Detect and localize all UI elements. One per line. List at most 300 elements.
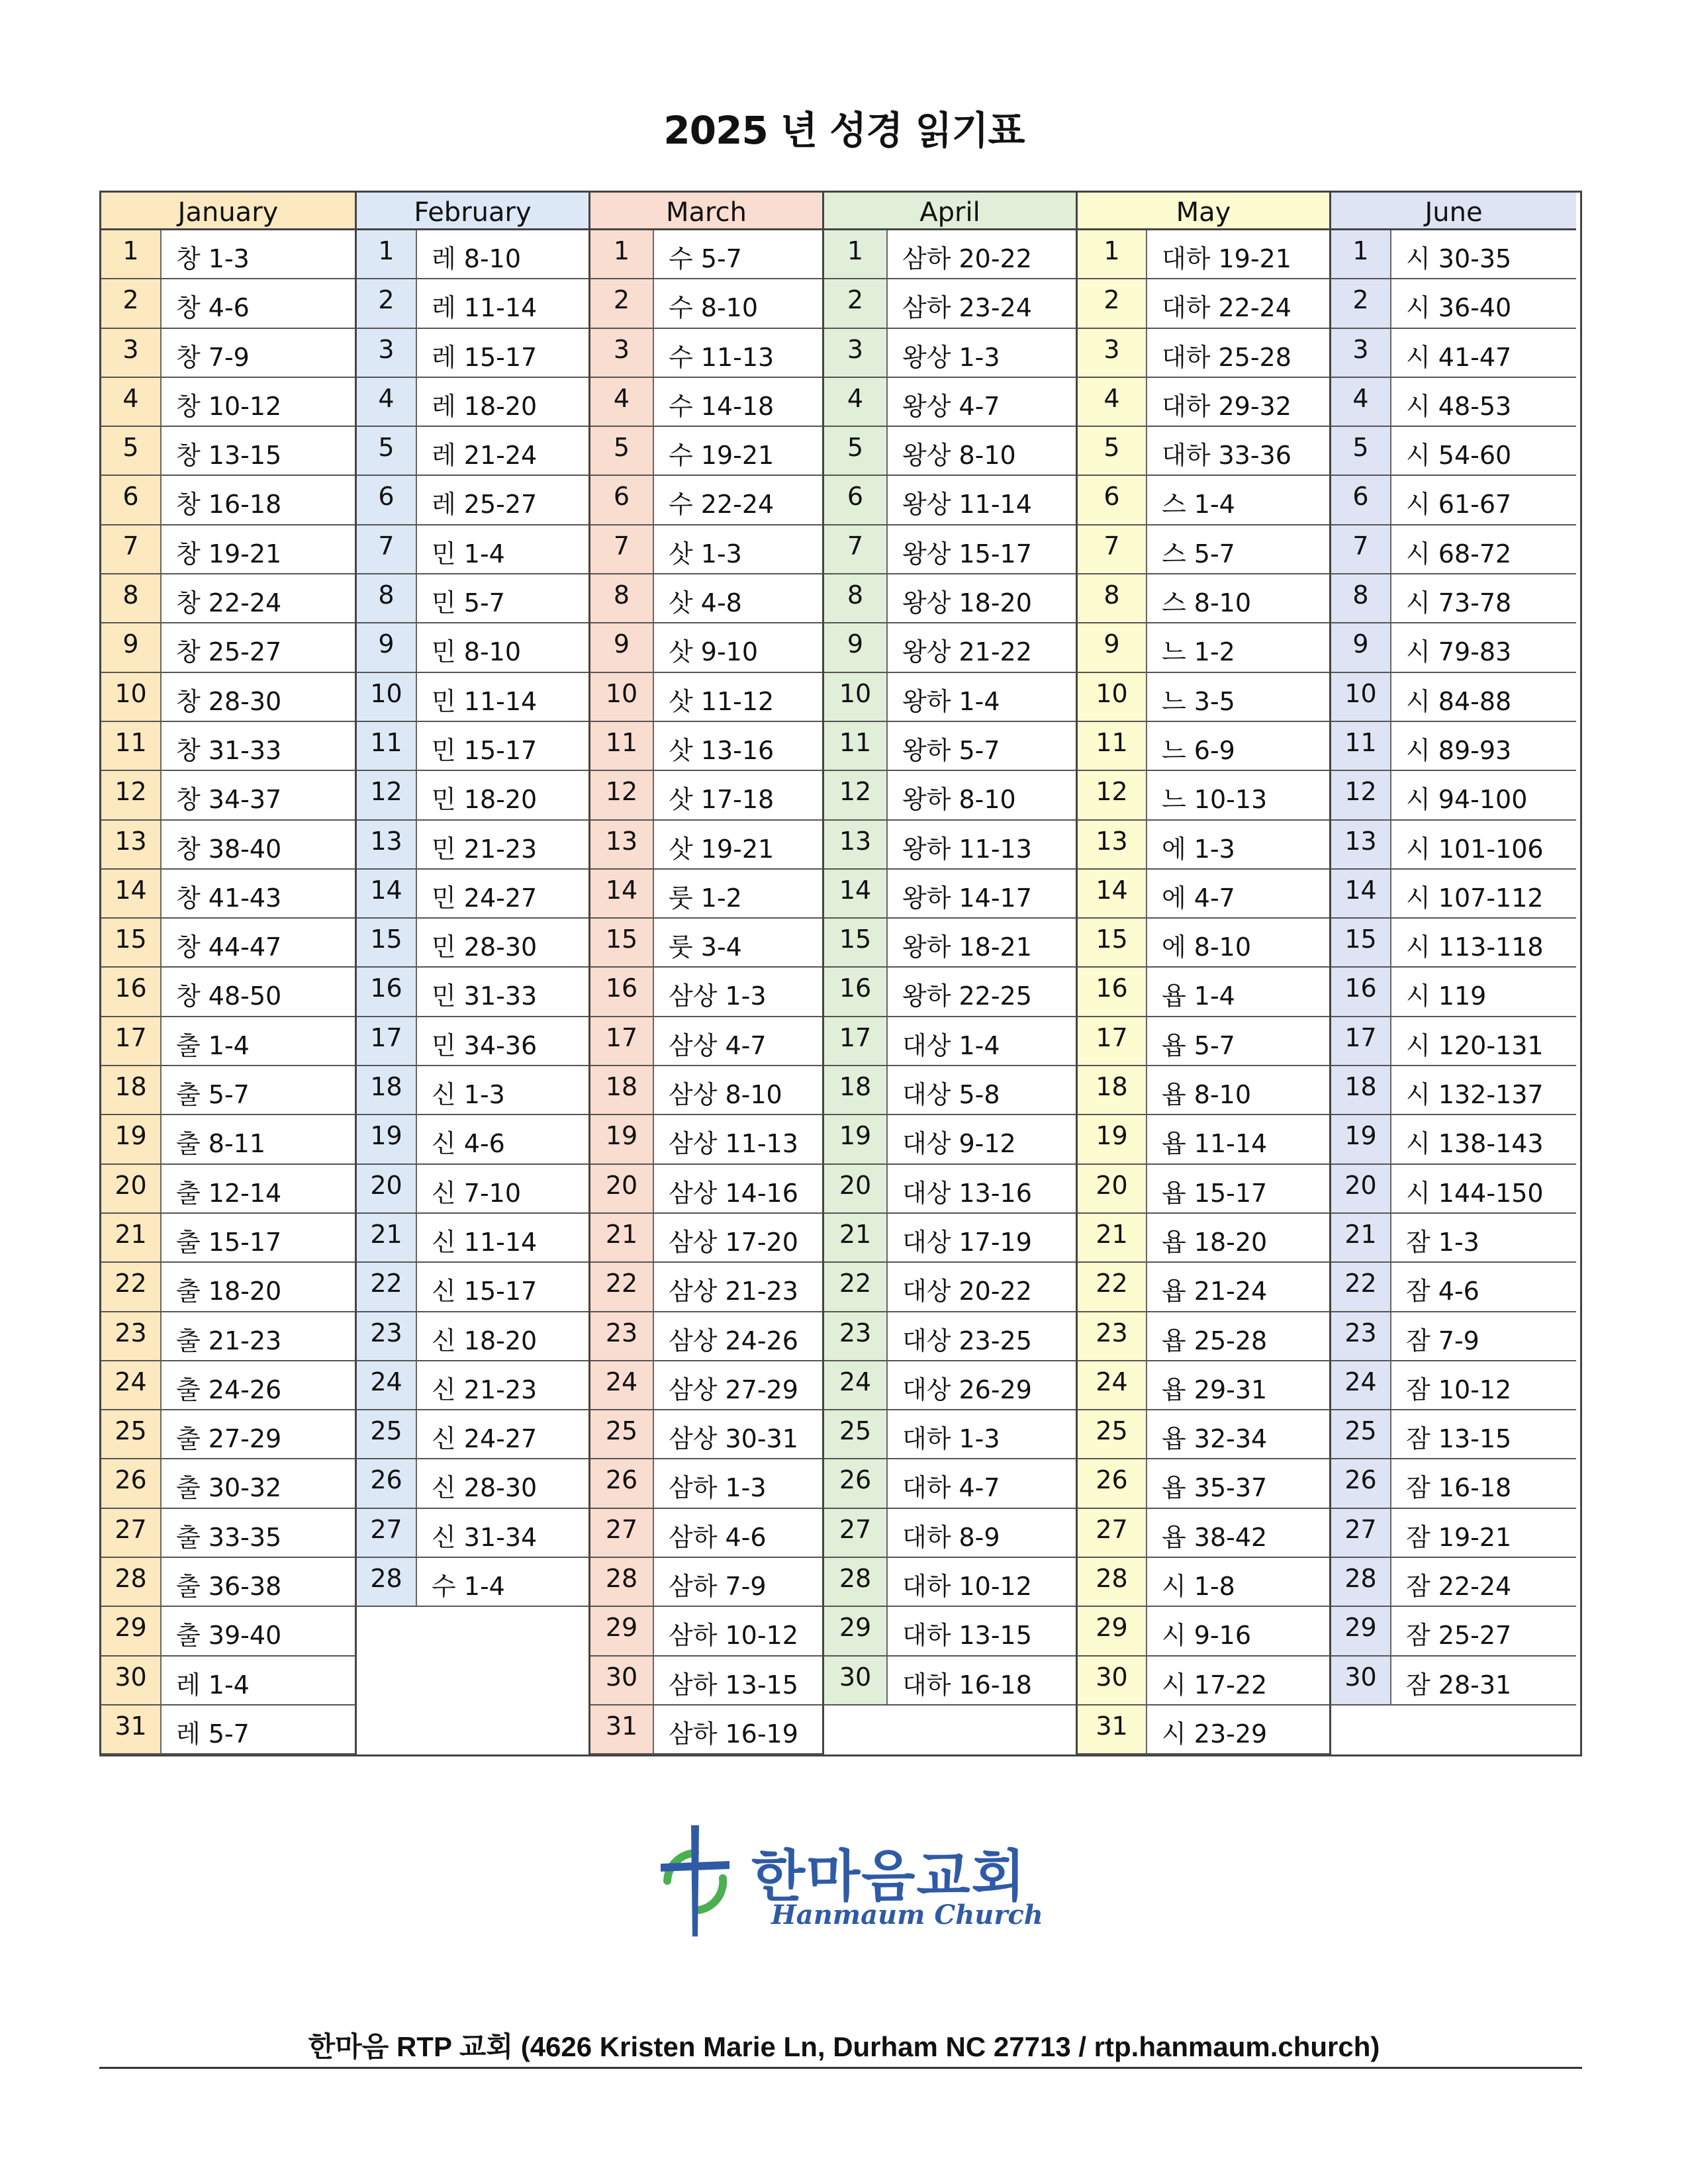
reading-passage: 출 18-20 (176, 1277, 282, 1306)
day-number: 7 (101, 525, 162, 573)
day-row (1078, 1459, 1329, 1508)
reading-passage: 시 1-8 (1162, 1572, 1235, 1602)
day-row (1078, 1607, 1329, 1656)
day-row (357, 722, 588, 771)
day-row (357, 1459, 588, 1508)
day-number: 5 (1078, 427, 1147, 475)
day-number: 4 (1078, 378, 1147, 426)
day-row (1331, 1017, 1576, 1066)
day-number: 29 (1331, 1607, 1391, 1655)
day-row (357, 919, 588, 968)
day-row (1331, 1263, 1576, 1312)
reading-passage: 욥 15-17 (1162, 1178, 1268, 1208)
day-row (824, 378, 1076, 427)
day-row (357, 329, 588, 378)
day-number: 18 (101, 1066, 162, 1114)
empty-cell-area (1331, 1706, 1576, 1754)
reading-passage: 레 11-14 (432, 293, 538, 323)
day-row (824, 1509, 1076, 1558)
day-number: 25 (590, 1410, 654, 1458)
reading-passage: 왕하 18-21 (902, 933, 1032, 962)
day-row (824, 1115, 1076, 1164)
day-number: 1 (357, 230, 417, 278)
month-column-june (1329, 193, 1576, 1754)
day-row (101, 1607, 355, 1656)
empty-cell-area (824, 1706, 1076, 1754)
day-row (101, 525, 355, 574)
reading-passage: 창 1-3 (176, 244, 250, 273)
day-number: 18 (824, 1066, 888, 1114)
day-row (1078, 574, 1329, 623)
day-number: 5 (101, 427, 162, 475)
reading-passage: 시 54-60 (1406, 441, 1512, 471)
day-number: 2 (1078, 279, 1147, 327)
reading-passage: 민 15-17 (432, 735, 538, 765)
month-header: January (101, 193, 355, 230)
month-column-may (1076, 193, 1329, 1754)
day-row (1078, 1214, 1329, 1263)
reading-passage: 출 36-38 (176, 1572, 282, 1602)
day-number: 27 (824, 1509, 888, 1557)
day-row (357, 821, 588, 870)
day-row (824, 1657, 1076, 1706)
month-header: April (824, 193, 1076, 230)
day-number: 10 (590, 673, 654, 721)
day-row (1078, 1509, 1329, 1558)
reading-passage: 삼하 16-19 (669, 1719, 798, 1749)
day-row (101, 1115, 355, 1164)
reading-passage: 대상 23-25 (902, 1326, 1032, 1355)
day-number: 19 (101, 1115, 162, 1163)
day-row (357, 870, 588, 919)
reading-passage: 왕하 11-13 (902, 834, 1032, 864)
day-number: 6 (101, 476, 162, 523)
day-number: 20 (357, 1165, 417, 1212)
day-row (1331, 623, 1576, 672)
day-number: 17 (1331, 1017, 1391, 1065)
reading-passage: 삼하 20-22 (902, 244, 1032, 273)
reading-passage: 왕하 1-4 (902, 686, 1000, 716)
day-row (101, 1459, 355, 1508)
day-number: 6 (590, 476, 654, 523)
day-row (590, 919, 822, 968)
reading-passage: 창 16-18 (176, 490, 282, 520)
reading-passage: 삼상 30-31 (669, 1424, 798, 1454)
day-number: 18 (1078, 1066, 1147, 1114)
day-number: 7 (1331, 525, 1391, 573)
day-number: 25 (101, 1410, 162, 1458)
day-row (101, 427, 355, 476)
day-row (101, 1214, 355, 1263)
month-header: March (590, 193, 822, 230)
day-row (1331, 574, 1576, 623)
day-row (1331, 476, 1576, 525)
day-row (1078, 968, 1329, 1017)
day-number: 19 (1331, 1115, 1391, 1163)
day-number: 23 (590, 1312, 654, 1360)
day-row (101, 1706, 355, 1754)
day-number: 21 (101, 1214, 162, 1261)
footer-address: 한마음 RTP 교회 (4626 Kristen Marie Ln, Durham NC 27713 / rtp.hanmaum.church) (308, 2031, 1380, 2062)
reading-passage: 출 21-23 (176, 1326, 282, 1355)
day-number: 28 (1331, 1558, 1391, 1606)
day-row (1078, 1115, 1329, 1164)
logo-english-name: Hanmaum Church (771, 1899, 1043, 1931)
day-number: 26 (1078, 1459, 1147, 1507)
reading-passage: 대상 17-19 (902, 1227, 1032, 1257)
day-row (101, 1410, 355, 1459)
day-row (590, 329, 822, 378)
reading-passage: 시 17-22 (1162, 1670, 1268, 1700)
day-row (101, 919, 355, 968)
reading-passage: 레 1-4 (176, 1670, 250, 1700)
day-row (1331, 1312, 1576, 1361)
reading-passage: 창 19-21 (176, 539, 282, 569)
reading-passage: 욥 25-28 (1162, 1326, 1268, 1355)
day-number: 6 (357, 476, 417, 523)
day-number: 14 (590, 870, 654, 917)
day-number: 17 (357, 1017, 417, 1065)
reading-passage: 수 11-13 (669, 342, 774, 372)
reading-passage: 신 15-17 (432, 1277, 538, 1306)
reading-passage: 욥 1-4 (1162, 981, 1235, 1011)
day-number: 8 (590, 574, 654, 622)
day-number: 28 (590, 1558, 654, 1606)
reading-passage: 출 33-35 (176, 1522, 282, 1552)
day-number: 11 (357, 722, 417, 770)
day-number: 24 (101, 1361, 162, 1409)
day-number: 22 (824, 1263, 888, 1310)
reading-passage: 창 44-47 (176, 933, 282, 962)
day-number: 27 (357, 1509, 417, 1557)
reading-passage: 창 7-9 (176, 342, 250, 372)
day-row (590, 968, 822, 1017)
day-number: 16 (1078, 968, 1147, 1015)
day-number: 17 (590, 1017, 654, 1065)
day-number: 3 (101, 329, 162, 377)
reading-passage: 잠 1-3 (1406, 1227, 1479, 1257)
day-row (101, 623, 355, 672)
reading-passage: 스 8-10 (1162, 588, 1252, 618)
reading-passage: 느 1-2 (1162, 637, 1235, 667)
day-row (1078, 1165, 1329, 1214)
day-row (824, 968, 1076, 1017)
day-row (357, 1165, 588, 1214)
day-number: 13 (824, 821, 888, 868)
day-row (1078, 1558, 1329, 1607)
day-row (824, 279, 1076, 328)
reading-passage: 시 30-35 (1406, 244, 1512, 273)
day-row (101, 1263, 355, 1312)
reading-passage: 민 11-14 (432, 686, 538, 716)
day-number: 29 (824, 1607, 888, 1655)
reading-passage: 신 4-6 (432, 1129, 505, 1159)
day-row (590, 623, 822, 672)
reading-passage: 레 8-10 (432, 244, 522, 273)
day-row (824, 821, 1076, 870)
reading-passage: 느 3-5 (1162, 686, 1235, 716)
day-row (1331, 919, 1576, 968)
day-number: 9 (590, 623, 654, 671)
day-row (590, 230, 822, 279)
reading-passage: 대하 16-18 (902, 1670, 1032, 1700)
day-number: 19 (590, 1115, 654, 1163)
reading-passage: 삼하 10-12 (669, 1621, 798, 1651)
day-number: 25 (1078, 1410, 1147, 1458)
reading-passage: 민 21-23 (432, 834, 538, 864)
day-number: 16 (824, 968, 888, 1015)
day-number: 11 (590, 722, 654, 770)
day-row (1078, 329, 1329, 378)
month-column-april (822, 193, 1076, 1754)
day-row (357, 1410, 588, 1459)
day-number: 4 (824, 378, 888, 426)
day-number: 19 (357, 1115, 417, 1163)
day-row (824, 1459, 1076, 1508)
day-number: 3 (357, 329, 417, 377)
reading-passage: 대하 8-9 (902, 1522, 1000, 1552)
day-number: 22 (101, 1263, 162, 1310)
day-row (1331, 1607, 1576, 1656)
day-row (590, 870, 822, 919)
day-row (1078, 870, 1329, 919)
reading-passage: 삿 9-10 (669, 637, 759, 667)
day-number: 18 (590, 1066, 654, 1114)
day-row (101, 476, 355, 525)
day-row (1078, 525, 1329, 574)
day-row (590, 821, 822, 870)
day-number: 8 (357, 574, 417, 622)
reading-passage: 창 4-6 (176, 293, 250, 323)
reading-passage: 욥 35-37 (1162, 1473, 1268, 1503)
day-row (590, 1361, 822, 1410)
day-row (824, 1312, 1076, 1361)
day-row (1078, 427, 1329, 476)
reading-passage: 신 7-10 (432, 1178, 522, 1208)
reading-passage: 시 79-83 (1406, 637, 1512, 667)
reading-passage: 시 68-72 (1406, 539, 1512, 569)
reading-passage: 삿 17-18 (669, 785, 774, 815)
day-row (1331, 1214, 1576, 1263)
reading-passage: 시 41-47 (1406, 342, 1512, 372)
reading-passage: 욥 38-42 (1162, 1522, 1268, 1552)
day-number: 12 (590, 771, 654, 819)
day-row (357, 574, 588, 623)
day-number: 14 (357, 870, 417, 917)
day-number: 4 (357, 378, 417, 426)
day-number: 6 (1331, 476, 1391, 523)
reading-passage: 룻 3-4 (669, 933, 742, 962)
day-number: 10 (357, 673, 417, 721)
day-number: 26 (824, 1459, 888, 1507)
reading-passage: 잠 22-24 (1406, 1572, 1512, 1602)
reading-passage: 욥 18-20 (1162, 1227, 1268, 1257)
day-row (590, 378, 822, 427)
reading-passage: 대하 29-32 (1162, 391, 1291, 421)
reading-passage: 에 4-7 (1162, 883, 1235, 913)
day-number: 4 (590, 378, 654, 426)
day-number: 9 (1331, 623, 1391, 671)
reading-passage: 민 1-4 (432, 539, 505, 569)
day-number: 12 (1078, 771, 1147, 819)
day-row (590, 673, 822, 722)
day-number: 21 (1331, 1214, 1391, 1261)
day-row (101, 1657, 355, 1706)
day-row (824, 1165, 1076, 1214)
reading-passage: 욥 8-10 (1162, 1080, 1252, 1110)
reading-passage: 레 25-27 (432, 490, 538, 520)
day-row (1331, 1459, 1576, 1508)
day-row (1331, 378, 1576, 427)
day-number: 4 (101, 378, 162, 426)
reading-passage: 삼하 4-6 (669, 1522, 767, 1552)
reading-passage: 레 15-17 (432, 342, 538, 372)
day-number: 9 (357, 623, 417, 671)
day-row (101, 771, 355, 820)
reading-passage: 창 31-33 (176, 735, 282, 765)
reading-schedule-table (99, 191, 1582, 1756)
reading-passage: 삼하 23-24 (902, 293, 1032, 323)
day-number: 16 (1331, 968, 1391, 1015)
reading-passage: 수 8-10 (669, 293, 759, 323)
day-number: 14 (824, 870, 888, 917)
day-number: 9 (1078, 623, 1147, 671)
day-row (101, 1066, 355, 1115)
day-row (1078, 1017, 1329, 1066)
day-row (824, 1214, 1076, 1263)
day-number: 26 (1331, 1459, 1391, 1507)
day-row (101, 378, 355, 427)
reading-passage: 대하 1-3 (902, 1424, 1000, 1454)
day-number: 13 (101, 821, 162, 868)
day-number: 17 (101, 1017, 162, 1065)
day-row (824, 673, 1076, 722)
day-row (101, 870, 355, 919)
month-header: May (1078, 193, 1329, 230)
day-number: 5 (357, 427, 417, 475)
reading-passage: 민 8-10 (432, 637, 522, 667)
reading-passage: 대하 10-12 (902, 1572, 1032, 1602)
reading-passage: 시 119 (1406, 981, 1487, 1011)
day-number: 30 (590, 1657, 654, 1704)
day-row (1331, 1509, 1576, 1558)
day-row (1078, 1706, 1329, 1754)
day-row (1078, 1361, 1329, 1410)
day-number: 26 (101, 1459, 162, 1507)
reading-passage: 스 1-4 (1162, 490, 1235, 520)
day-number: 20 (824, 1165, 888, 1212)
day-row (590, 1214, 822, 1263)
day-number: 13 (590, 821, 654, 868)
day-row (590, 1459, 822, 1508)
day-row (101, 1558, 355, 1607)
reading-passage: 대하 19-21 (1162, 244, 1291, 273)
reading-passage: 시 144-150 (1406, 1178, 1544, 1208)
reading-passage: 창 28-30 (176, 686, 282, 716)
reading-passage: 신 21-23 (432, 1375, 538, 1404)
reading-passage: 잠 16-18 (1406, 1473, 1512, 1503)
day-number: 9 (824, 623, 888, 671)
day-row (590, 1706, 822, 1754)
day-row (590, 1066, 822, 1115)
reading-passage: 출 12-14 (176, 1178, 282, 1208)
day-number: 20 (1078, 1165, 1147, 1212)
reading-passage: 시 113-118 (1406, 933, 1544, 962)
day-row (357, 279, 588, 328)
footer-divider (99, 2067, 1582, 2069)
reading-passage: 민 5-7 (432, 588, 505, 618)
day-row (357, 1066, 588, 1115)
reading-passage: 삼상 21-23 (669, 1277, 798, 1306)
day-row (824, 1607, 1076, 1656)
reading-passage: 대하 4-7 (902, 1473, 1000, 1503)
day-row (1331, 821, 1576, 870)
day-number: 23 (101, 1312, 162, 1360)
reading-passage: 삿 4-8 (669, 588, 742, 618)
day-row (590, 1558, 822, 1607)
day-number: 21 (824, 1214, 888, 1261)
day-row (590, 476, 822, 525)
month-column-january (101, 193, 355, 1754)
day-row (1078, 279, 1329, 328)
day-number: 30 (1078, 1657, 1147, 1704)
day-row (1078, 230, 1329, 279)
day-row (357, 673, 588, 722)
day-number: 29 (1078, 1607, 1147, 1655)
day-number: 27 (1078, 1509, 1147, 1557)
day-number: 29 (590, 1607, 654, 1655)
day-row (1078, 1066, 1329, 1115)
day-row (590, 279, 822, 328)
day-number: 7 (590, 525, 654, 573)
reading-passage: 왕상 21-22 (902, 637, 1032, 667)
reading-passage: 삼상 11-13 (669, 1129, 798, 1159)
day-number: 3 (1331, 329, 1391, 377)
day-row (101, 329, 355, 378)
day-row (590, 427, 822, 476)
day-number: 30 (824, 1657, 888, 1704)
reading-passage: 삼상 17-20 (669, 1227, 798, 1257)
day-row (357, 1214, 588, 1263)
day-number: 11 (101, 722, 162, 770)
reading-passage: 욥 29-31 (1162, 1375, 1268, 1404)
day-row (1078, 623, 1329, 672)
day-row (590, 722, 822, 771)
day-row (1331, 771, 1576, 820)
day-row (590, 1657, 822, 1706)
reading-passage: 왕상 11-14 (902, 490, 1032, 520)
day-row (357, 623, 588, 672)
reading-passage: 삿 13-16 (669, 735, 774, 765)
reading-passage: 룻 1-2 (669, 883, 742, 913)
reading-passage: 삼상 27-29 (669, 1375, 798, 1404)
day-number: 13 (357, 821, 417, 868)
day-number: 13 (1331, 821, 1391, 868)
reading-passage: 신 11-14 (432, 1227, 538, 1257)
reading-passage: 레 21-24 (432, 441, 538, 471)
day-number: 20 (590, 1165, 654, 1212)
day-row (590, 1509, 822, 1558)
day-row (101, 574, 355, 623)
day-number: 24 (1078, 1361, 1147, 1409)
day-number: 26 (590, 1459, 654, 1507)
reading-passage: 욥 32-34 (1162, 1424, 1268, 1454)
reading-passage: 대하 13-15 (902, 1621, 1032, 1651)
day-number: 30 (101, 1657, 162, 1704)
day-row (101, 230, 355, 279)
day-number: 2 (1331, 279, 1391, 327)
day-number: 12 (101, 771, 162, 819)
